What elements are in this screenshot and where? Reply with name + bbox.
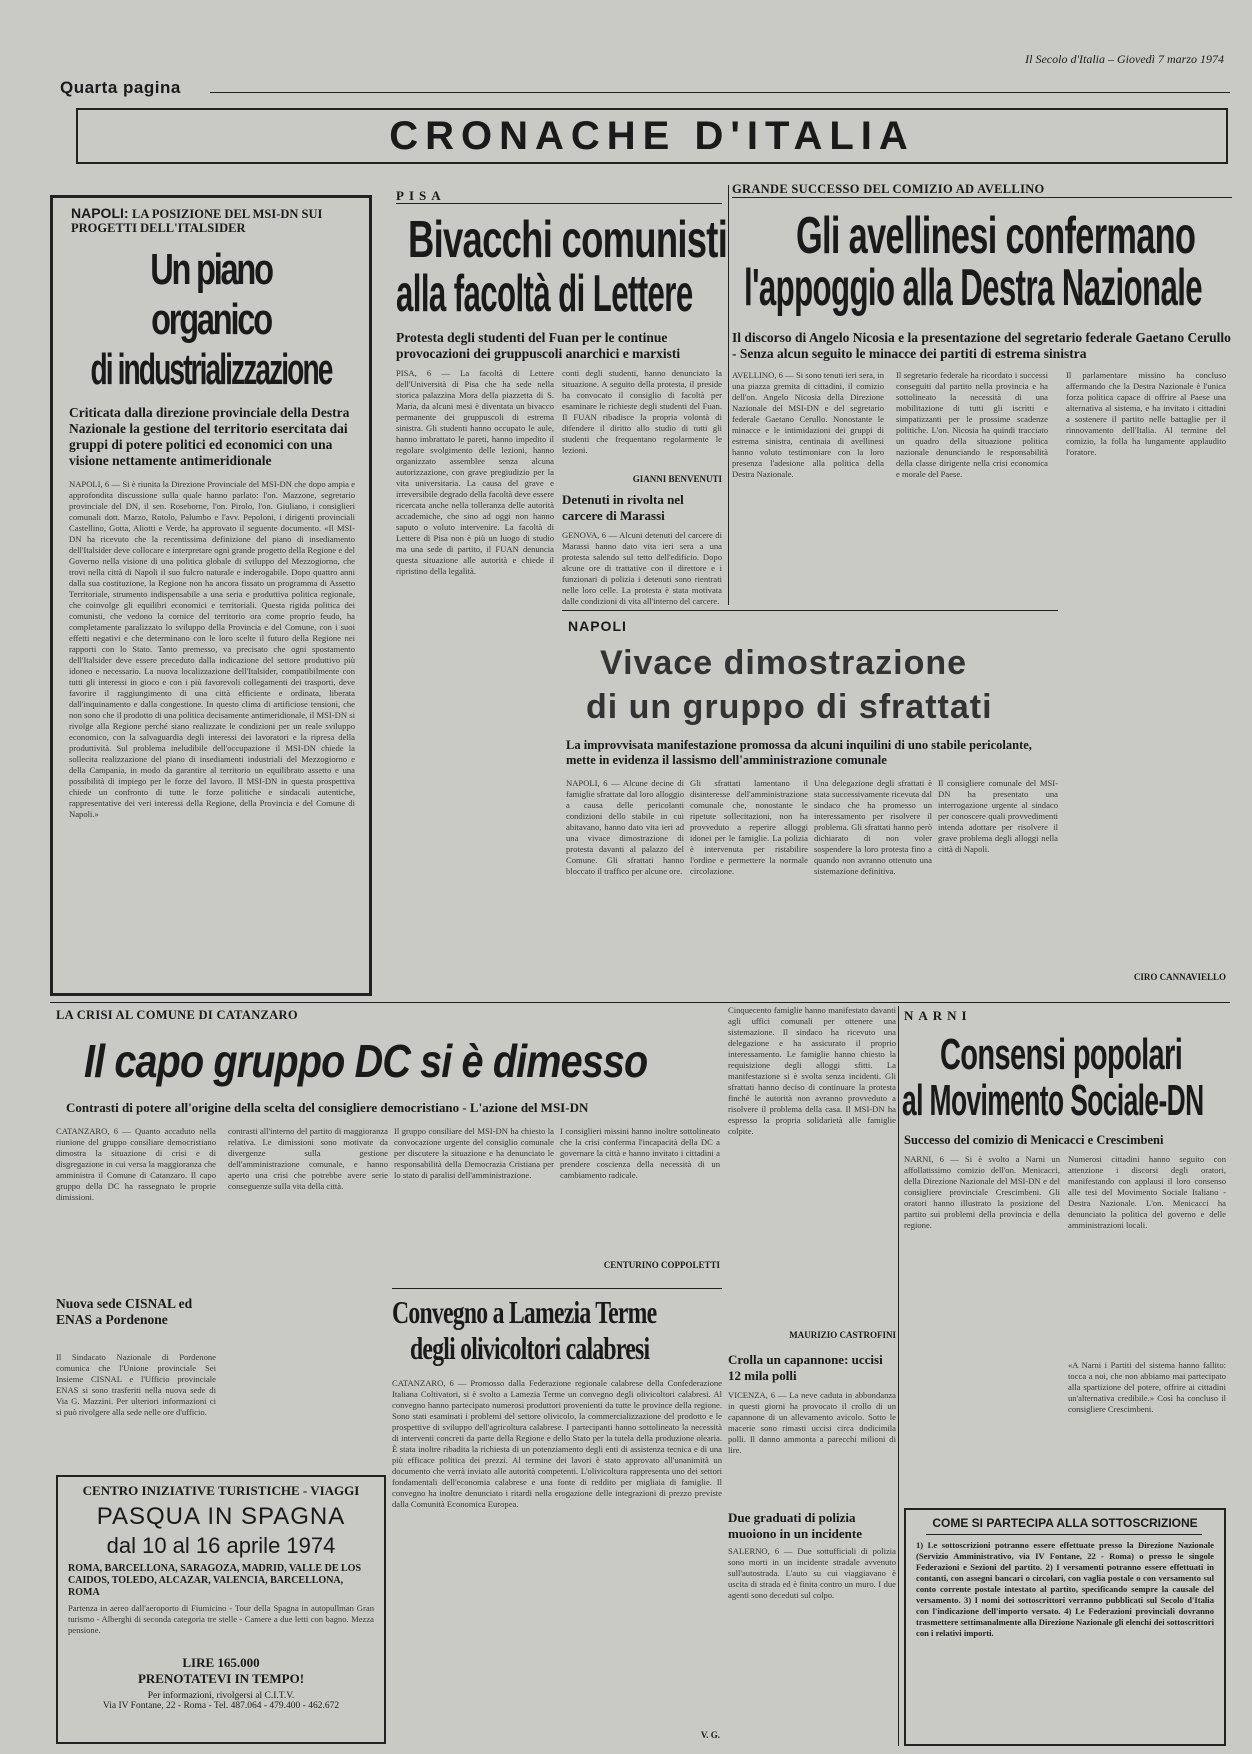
spagna-ad-address: Via IV Fontane, 22 - Roma - Tel. 487.064 - 479.400 - 462.672 xyxy=(102,1701,340,1711)
sfratti-body-2: Gli sfrattati lamentano il disinteresse dell'amministrazione comunale che, nonostante le ripetute sollecitazioni, non ha provveduto a reperire alloggi idonei per le famiglie. La polizia è intervenuta per ristabilire l'ordine e permettere la normale circolazione. xyxy=(690,778,808,876)
spagna-ad-info: Per informazioni, rivolgersi al C.I.T.V. xyxy=(147,1691,295,1701)
capannone-body: VICENZA, 6 — La neve caduta in abbondanza in questi giorni ha provocato il crollo di un capannone di un allevamento avicolo. Sotto le macerie sono rimasti uccisi circa dodicimila polli. Il danno ammonta a parecchi milioni di lire. xyxy=(728,1390,896,1455)
pordenone-title: Nuova sede CISNAL ed ENAS a Pordenone xyxy=(56,1296,193,1327)
sottoscrizione-rule xyxy=(926,1534,1202,1535)
avellino-rule xyxy=(732,197,1232,198)
catanzaro-byline: CENTURINO COPPOLETTI xyxy=(603,1260,720,1270)
narni-headline-1: Consensi popolari xyxy=(940,1030,1183,1079)
avellino-subhead: Il discorso di Angelo Nicosia e la presentazione del segretario federale Gaetano Cerullo - Senza alcun seguito le minacce dei partiti di estrema sinistra xyxy=(732,330,1231,361)
marassi-title: Detenuti in rivolta nel carcere di Marassi xyxy=(562,492,684,523)
catanzaro-headline: Il capo gruppo DC si è dimesso xyxy=(84,1035,648,1087)
pisa-rule xyxy=(396,203,722,204)
narni-kicker: NARNI xyxy=(904,1008,972,1023)
sfratti-headline-1: Vivace dimostrazione xyxy=(600,644,968,682)
sfratti-body-3: Una delegazione degli sfrattati è stata successivamente ricevuta dal sindaco che ha promesso un interessamento per risolvere il problema. Gli sfrattati hanno però dichiarato di non voler sospendere la loro protesta fino a quando non avranno ottenuto una sistemazione definitiva. xyxy=(814,778,932,876)
napoli-msi-kicker xyxy=(53,198,369,235)
section-label: Quarta pagina xyxy=(60,78,181,97)
sfratti-top-rule xyxy=(562,610,1058,611)
pisa-kicker: PISA xyxy=(396,188,446,203)
catanzaro-body-3: Il gruppo consiliare del MSI-DN ha chiesto la convocazione urgente del consiglio comunale per discutere la situazione e ha denunciato le responsabilità della Democrazia Cristiana per lo stato di paralisi dell'amministrazione. xyxy=(394,1126,554,1180)
mid-column-byline: MAURIZIO CASTROFINI xyxy=(789,1330,896,1340)
narni-body-1: NARNI, 6 — Si è svolto a Narni un affollatissimo comizio dell'on. Menicacci, della Direzione Nazionale del MSI-DN e del consigliere provinciale Crescimbeni. Gli oratori hanno illustrato la posizione del partito sui problemi della provincia e della regione. xyxy=(904,1154,1060,1230)
spagna-ad xyxy=(56,1475,386,1744)
catanzaro-body-2: contrasti all'interno del partito di maggioranza relativa. Le dimissioni sono motivate da divergenze sulla gestione dell'amministrazione comunale, e hanno aperto una crisi che potrebbe avere serie conseguenze sulla vita della città. xyxy=(228,1126,388,1191)
lamezia-body: CATANZARO, 6 — Promosso dalla Federazione regionale calabrese della Confederazione Italiana Coltivatori, si è svolto a Lamezia Terme un convegno degli olivicoltori calabresi. Al convegno hanno partecipato numerosi produttori provenienti da tutte le province della regione. Sono stati esaminati i problemi del settore olivicolo, la commercializzazione del prodotto e le prospettive di sviluppo dell'agricoltura calabrese. I partecipanti hanno sottolineato la necessità di interventi concreti da parte della Regione e dello Stato per la tutela della produzione olearia. È stata inoltre ribadita la richiesta di un potenziamento degli enti di assistenza tecnica e di una più efficace politica dei prezzi. Al termine dei lavori è stato approvato all'unanimità un documento che verrà inviato alle autorità competenti. L'olivicoltura rappresenta uno dei settori fondamentali dell'economia calabrese e una fonte di reddito per migliaia di famiglie. Il convegno ha inoltre denunciato i ritardi nella erogazione delle integrazioni di prezzo previste dalla Comunità Economica Europea. xyxy=(392,1378,722,1509)
avellino-kicker: GRANDE SUCCESSO DEL COMIZIO AD AVELLINO xyxy=(732,182,1045,196)
napoli-msi-headline-2: di industrializzazione xyxy=(90,345,332,394)
col-divider xyxy=(728,185,729,605)
sfratti-kicker: NAPOLI xyxy=(568,618,627,634)
catanzaro-body-1: CATANZARO, 6 — Quanto accaduto nella riunione del gruppo consiliare democristiano dimostra la situazione di crisi e di disgregazione in cui versa la maggioranza che amministra il Comune di Catanzaro. Il capo gruppo della DC ha rassegnato le proprie dimissioni. xyxy=(56,1126,216,1202)
napoli-msi-body: NAPOLI, 6 — Si è riunita la Direzione Provinciale del MSI-DN che dopo ampia e approfondita discussione sulla quale hanno parlato: l'on. Mazzone, segretario provinciale del DN, il sen. Roseborne, l'on. Pirolo, l'on. Giuliano, i consiglieri comunali dott. Marzo, Rotolo, Palumbo e l'avv. Pepoloni, i dirigenti provinciali Castellino, Gotta, Aliotti e Verde, ha approvato il seguente documento. «Il MSI-DN ha ricevuto che la recentissima definizione del piano di insediamento dell'Italsider deve collocare e interpretare ogni grande progetto della Regione e del Governo nella visione di una politica globale di sviluppo del Mezzogiorno, che trovi nella città di Napoli il suo fulcro naturale e inderogabile. Dopo quattro anni dalla sua costituzione, la Regione non ha ancora fissato un programma di Assetto Territoriale, strumento indispensabile a una seria e produttiva politica regionale, che coinvolge gli equilibri economici e territoriali. Questa rigida politica dei comunisti, che vedono la cornice del territorio ora come proprio feudo, ha completamente paralizzato lo sviluppo della Provincia e del Comune, con i suoi effetti negativi e che determinano con le loro scelte il futuro della Regione nei rapporti con lo Stato. Tanto premesso, va precisato che ogni spostamento dell'Italsider deve essere preceduto dalla indicazione del settore produttivo più idoneo e necessario. La nuova localizzazione dell'Italsider, compatibilmente con tutti gli interessi in gioco e con i più favorevoli collegamenti dei trasporti, deve favorire il raggiungimento di una città efficiente e ordinata, liberata dall'inquinamento e dalla congestione. In questo clima di artificiose tensioni, che non sono che il prodotto di una politica decisamente antimeridionale, il MSI-DN si rivolge alla Regione perché siano realizzate le condizioni per un reale sviluppo economico, con la salvaguardia degli interessi dei lavoratori e la ripresa della produttività. Sul problema ineludibile dell'occupazione il MSI-DN chiede la sollecita realizzazione del piano di insediamenti industriali del Mezzogiorno e della Campania, in modo da garantire al territorio un equilibrato assetto e una possibilità di impiego per le forze del lavoro. Il MSI-DN in questa prospettiva chiede un confronto di tutte le forze politiche e sindacali autentiche, rappresentative dei veri interessi della Regione, della Provincia e del Comune di Napoli.» xyxy=(69,479,355,819)
polizia-body: SALERNO, 6 — Due sottufficiali di polizia sono morti in un incidente stradale avvenuto sull'autostrada. L'auto su cui viaggiavano è uscita di strada ed è finita contro un muro. I due agenti sono deceduti sul colpo. xyxy=(728,1546,896,1600)
marassi-body: GENOVA, 6 — Alcuni detenuti del carcere di Marassi hanno dato vita ieri sera a una protesta salendo sul tetto dell'edificio. Dopo alcune ore di trattative con il direttore e i funzionari di polizia i detenuti sono rientrati nelle loro celle. La protesta è stata motivata dalle condizioni di vita all'interno del carcere. xyxy=(562,530,722,606)
spagna-ad-price: LIRE 165.000 xyxy=(182,1655,260,1670)
lamezia-headline-1: Convegno a Lamezia Terme xyxy=(392,1294,657,1330)
lamezia-headline-2: degli olivicoltori calabresi xyxy=(410,1330,650,1366)
header-rule xyxy=(210,92,1230,93)
sfratti-body-4: Il consigliere comunale del MSI-DN ha presentato una interrogazione urgente al sindaco per conoscere quali provvedimenti intenda adottare per risolvere il grave problema degli alloggi nella città di Napoli. xyxy=(938,778,1058,854)
kicker-place: NAPOLI: xyxy=(71,205,129,221)
narni-divider xyxy=(898,1006,899,1746)
pisa-body-right: conti degli studenti, hanno denunciato la situazione. A seguito della protesta, il preside ha convocato il consiglio di facoltà per esaminare le richieste degli studenti del Fuan. Il FUAN ribadisce la propria volontà di difendere il diritto allo studio di tutti gli studenti che frequentano regolarmente le lezioni. xyxy=(562,368,722,455)
napoli-msi-subhead: Criticata dalla direzione provinciale della Destra Nazionale la gestione del territorio esercitata dai gruppi di potere politici ed economici con una visione nettamente antimeridionale xyxy=(69,405,350,468)
mid-column-body: Cinquecento famiglie hanno manifestato davanti agli uffici comunali per ottenere una sistemazione. Il sindaco ha ricevuto una delegazione e ha assicurato il proprio interessamento. Le famiglie hanno chiesto la requisizione degli alloggi sfitti. La manifestazione si è svolta senza incidenti. Gli sfrattati hanno deciso di continuare la protesta finché le autorità non avranno provveduto a risolvere il problema della casa. Il MSI-DN ha espresso la propria solidarietà alle famiglie colpite. xyxy=(728,1005,896,1136)
narni-headline-2: al Movimento Sociale-DN xyxy=(902,1076,1204,1125)
spagna-ad-details: Partenza in aereo dall'aeroporto di Fiumicino - Tour della Spagna in autopullman Gran turismo - Alberghi di seconda categoria tre stelle - Camere a due letti con bagno. Mezza pensione. xyxy=(68,1603,374,1635)
lamezia-rule xyxy=(392,1288,722,1289)
capannone-title: Crolla un capannone: uccisi 12 mila polli xyxy=(728,1352,883,1383)
sottoscrizione-box xyxy=(904,1508,1226,1746)
spagna-ad-title-1: PASQUA IN SPAGNA xyxy=(96,1503,346,1530)
avellino-body-2: Il segretario federale ha ricordato i successi conseguiti dal partito nella provincia e ha sottolineato la necessità di una mobilitazione di tutti gli iscritti e simpatizzanti per le prossime scadenze politiche. L'on. Nicosia ha quindi tracciato un quadro della situazione politica nazionale denunciando le responsabilità della classe dirigente nella crisi economica e morale del Paese. xyxy=(896,370,1048,479)
sottoscrizione-title: COME SI PARTECIPA ALLA SOTTOSCRIZIONE xyxy=(932,1516,1198,1530)
kicker-rest: LA POSIZIONE DEL MSI-DN SUI PROGETTI DELL'ITALSIDER xyxy=(71,207,323,235)
lamezia-signature: V. G. xyxy=(700,1730,720,1740)
spagna-ad-title-2: dal 10 al 16 aprile 1974 xyxy=(106,1533,336,1558)
avellino-headline-1: Gli avellinesi confermano xyxy=(796,207,1196,265)
banner-title: CRONACHE D'ITALIA xyxy=(389,114,915,158)
pordenone-body: Il Sindacato Nazionale di Pordenone comunica che l'Unione provinciale Sei Insieme CISNAL e l'Ufficio provinciale ENAS si sono trasferiti nella nuova sede di Via G. Mazzini. Per ulteriori informazioni ci si può rivolgere alla sede nelle ore d'ufficio. xyxy=(56,1352,216,1417)
spagna-ad-cta: PRENOTATEVI IN TEMPO! xyxy=(137,1671,305,1686)
avellino-byline: CIRO CANNAVIELLO xyxy=(1133,972,1226,982)
pisa-headline-1: Bivacchi comunisti xyxy=(408,211,728,269)
spagna-ad-top: CENTRO INIZIATIVE TURISTICHE - VIAGGI xyxy=(82,1483,360,1498)
sfratti-headline-2: di un gruppo di sfrattati xyxy=(586,688,993,726)
mid-page-rule xyxy=(50,1002,1230,1003)
sottoscrizione-body: 1) Le sottoscrizioni potranno essere effettuate presso la Direzione Nazionale (Servizio Amministrativo, via IV Fontane, 22 - Roma) o presso le singole Federazioni e Sezioni del partito. 2) I versamenti potranno essere effettuati in contanti, con assegni bancari o circolari, con vaglia postale o con versamento sul conto corrente postale intestato al partito, specificando sempre la causale del versamento. 3) I nomi dei sottoscrittori verranno pubblicati sul Secolo d'Italia con l'indicazione dell'importo versato. 4) Le Federazioni provinciali dovranno trasmettere settimanalmente alla Direzione Nazionale gli elenchi dei sottoscrittori con i relativi importi. xyxy=(916,1540,1214,1638)
spagna-ad-cities: ROMA, BARCELLONA, SARAGOZA, MADRID, VALLE DE LOS CAIDOS, TOLEDO, ALCAZAR, VALENCIA, BARCELLONA, ROMA xyxy=(68,1563,362,1598)
catanzaro-body-4: I consiglieri missini hanno inoltre sottolineato che la crisi conferma l'incapacità della DC a governare la città e hanno invitato i cittadini a prendere coscienza della necessità di un cambiamento radicale. xyxy=(560,1126,720,1180)
napoli-msi-article xyxy=(50,195,372,996)
catanzaro-subhead: Contrasti di potere all'origine della scelta del consigliere democristiano - L'azione del MSI-DN xyxy=(66,1100,589,1115)
pisa-subhead: Protesta degli studenti del Fuan per le continue provocazioni dei gruppuscoli anarchici e marxisti xyxy=(396,330,681,361)
avellino-body-3: Il parlamentare missino ha concluso affermando che la Destra Nazionale è l'unica forza politica capace di offrire al Paese una alternativa al sistema, e ha invitato i cittadini a sostenere il partito nelle battaglie per il rinnovamento dell'Italia. Al termine del comizio, la folla ha lungamente applaudito l'oratore. xyxy=(1066,370,1226,457)
banner-box xyxy=(76,108,1228,164)
pisa-headline-2: alla facoltà di Lettere xyxy=(396,265,693,323)
napoli-msi-headline-1: Un piano organico xyxy=(150,245,272,344)
avellino-body-1: AVELLINO, 6 — Si sono tenuti ieri sera, in una piazza gremita di cittadini, il comizio dell'on. Angelo Nicosia della Direzione Nazionale del MSI-DN e del segretario federale Gaetano Cerullo. Nonostante le minacce e le intimidazioni dei gruppi di estrema sinistra, centinaia di avellinesi hanno voluto testimoniare con la loro presenza l'adesione alla politica della Destra Nazionale. xyxy=(732,370,884,479)
narni-body-3: «A Narni i Partiti del sistema hanno fallito: tocca a noi, che non abbiamo mai partecipato alla spartizione del potere, offrire ai cittadini un'alternativa credibile.» Così ha concluso il consigliere Crescimbeni. xyxy=(1068,1360,1226,1414)
sfratti-subhead: La improvvisata manifestazione promossa da alcuni inquilini di uno stabile pericolante, mette in evidenza il lassismo dell'amministrazione comunale xyxy=(566,738,1032,767)
masthead-date: Il Secolo d'Italia – Giovedì 7 marzo 1974 xyxy=(1025,52,1224,66)
sfratti-body-1: NAPOLI, 6 — Alcune decine di famiglie sfrattate dal loro alloggio a causa delle pericolanti condizioni dello stabile in cui abitavano, hanno dato vita ieri ad una vivace dimostrazione di protesta davanti al palazzo del Comune. Gli sfrattati hanno bloccato il traffico per alcune ore. xyxy=(566,778,684,876)
avellino-headline-2: l'appoggio alla Destra Nazionale xyxy=(744,259,1203,317)
polizia-title: Due graduati di polizia muoiono in un incidente xyxy=(728,1510,863,1541)
catanzaro-kicker: LA CRISI AL COMUNE DI CATANZARO xyxy=(56,1008,298,1022)
narni-subhead: Successo del comizio di Menicacci e Crescimbeni xyxy=(904,1133,1164,1147)
pisa-body-left: PISA, 6 — La facoltà di Lettere dell'Università di Pisa che ha sede nella storica palazzina Mora della piazzetta di S. Maria, da alcuni mesi è diventata un bivacco permanente dei gruppuscoli di estrema sinistra. Gli studenti hanno occupato le aule, hanno imbrattato le pareti, hanno impedito il regolare svolgimento delle lezioni, hanno organizzato assemblee senza alcuna autorizzazione, con grave pregiudizio per la vita universitaria. La causa del grave e irreversibile degrado della facoltà deve essere ricercata anche nella tolleranza delle autorità accademiche, che sino ad oggi non hanno saputo o voluto intervenire. La facoltà di Lettere di Pisa non è più un luogo di studio ma una sede di partito, il FUAN denuncia questa situazione alle autorità e chiede il ripristino della legalità. xyxy=(396,368,554,576)
pisa-byline: GIANNI BENVENUTI xyxy=(632,474,722,484)
narni-body-2: Numerosi cittadini hanno seguito con attenzione i discorsi degli oratori, manifestando con applausi il loro consenso alle tesi del Movimento Sociale Italiano - Destra Nazionale. L'on. Menicacci ha denunciato la politica del governo e delle amministrazioni locali. xyxy=(1068,1154,1226,1230)
